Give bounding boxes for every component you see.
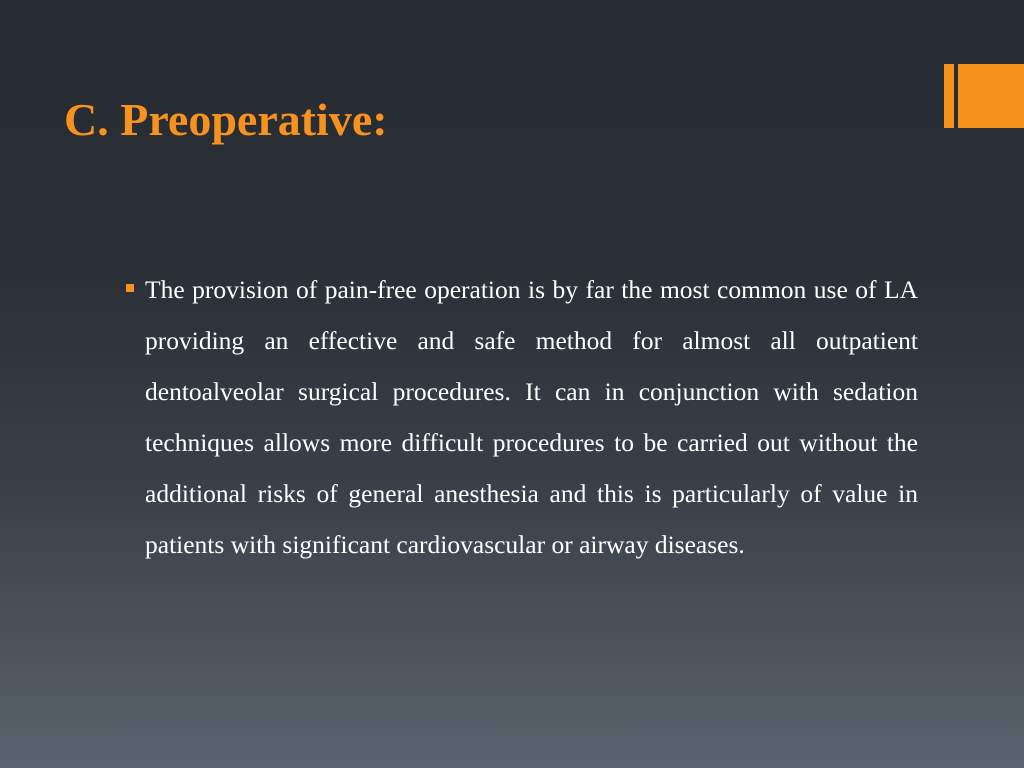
- bullet-text: The provision of pain-free operation is by far the most common use of LA providing an effective and safe method for almost all outpatient dentoalveolar surgical procedures. It can in conjunction with sedation techniques allows more difficult procedures to be carried out without the additional risks of general anesthesia and this is particularly of value in patients with significant cardiovascular or airway diseases.: [145, 275, 918, 559]
- slide-content: [126, 264, 918, 570]
- bullet-item: [126, 264, 918, 570]
- accent-bar-thick: [958, 64, 1024, 128]
- accent-bar-thin: [944, 64, 954, 128]
- slide-title: C. Preoperative:: [64, 94, 388, 145]
- square-bullet-icon: [126, 284, 134, 292]
- corner-accent-decoration: [944, 64, 1024, 128]
